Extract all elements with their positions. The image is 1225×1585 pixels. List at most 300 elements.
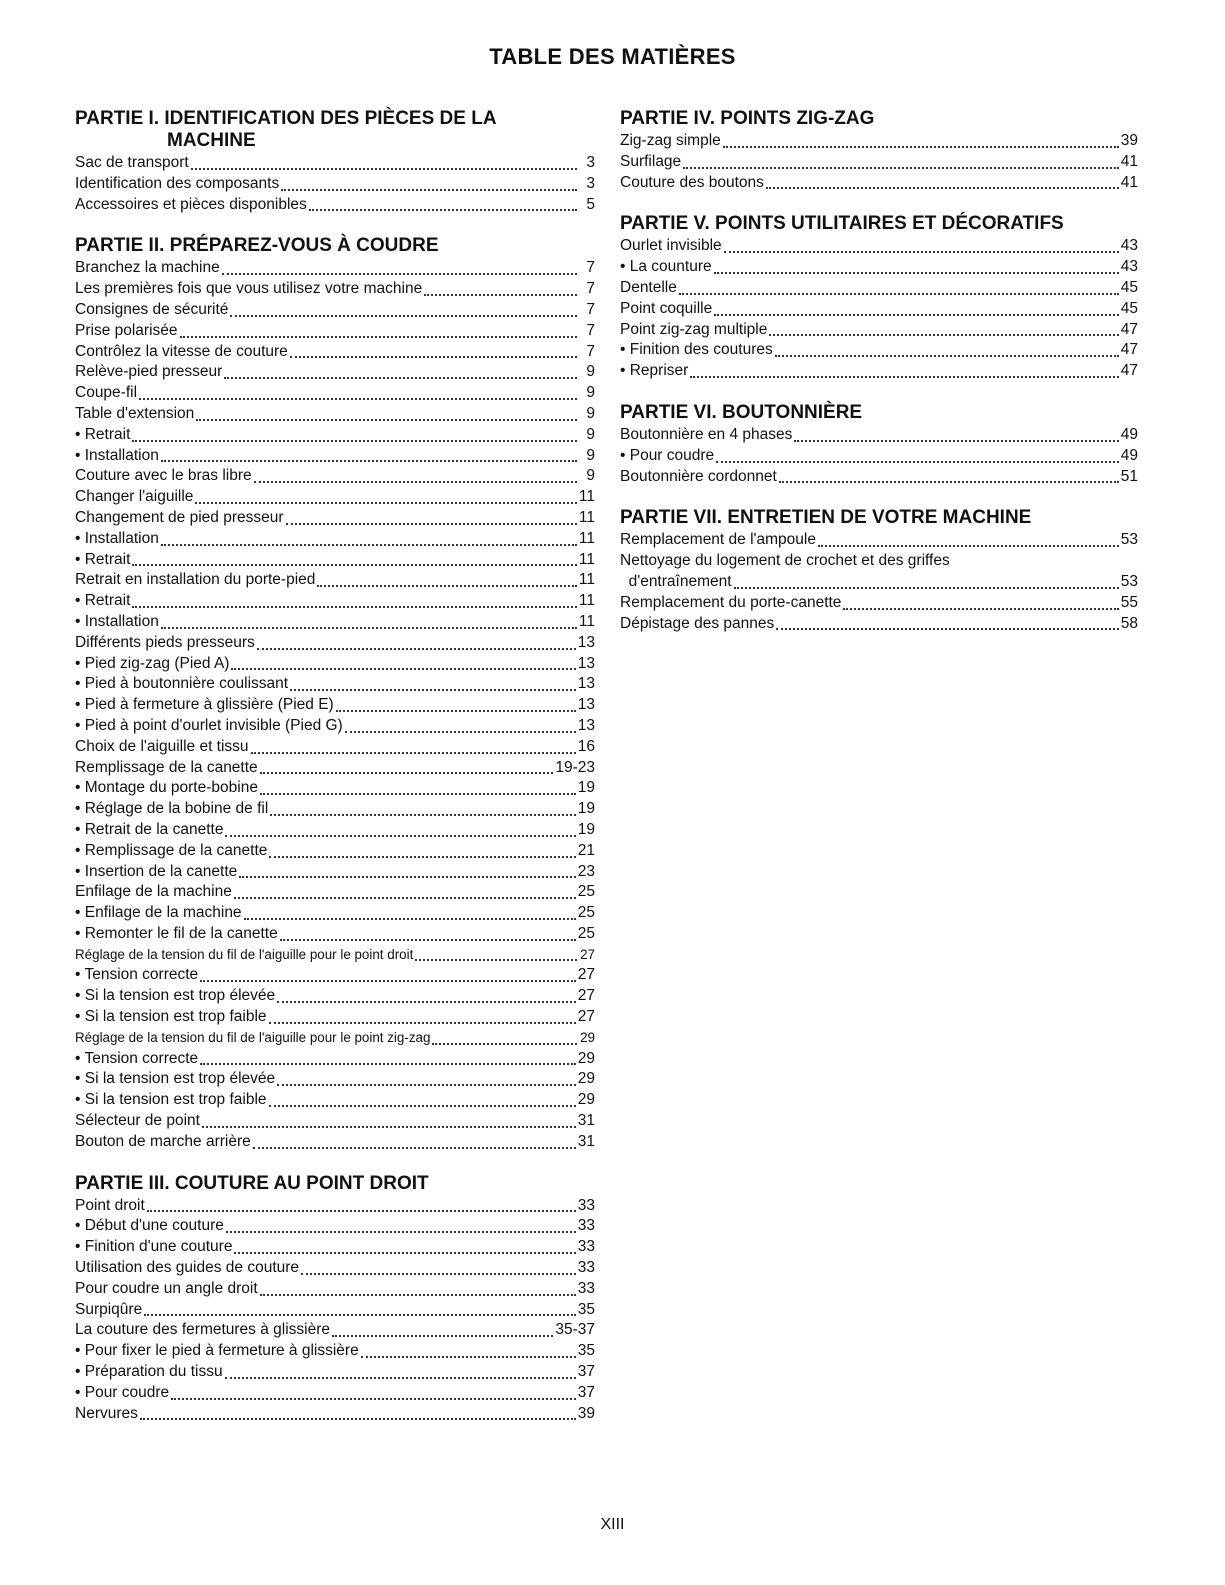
dot-leader <box>843 608 1118 610</box>
dot-leader <box>270 814 575 816</box>
entry-label: • Remonter le fil de la canette <box>75 924 278 942</box>
entry-label: • Installation <box>75 612 159 630</box>
entry-label: • Retrait de la canette <box>75 820 224 838</box>
section-heading <box>75 108 595 152</box>
dot-leader <box>257 648 576 650</box>
toc-section <box>620 402 1138 487</box>
entry-label: Accessoires et pièces disponibles <box>75 195 307 213</box>
entry-label: • Pied à fermeture à glissière (Pied E) <box>75 696 334 714</box>
entry-page-number: 39 <box>577 1404 595 1422</box>
entry-label: • Pour coudre <box>620 446 715 464</box>
dot-leader <box>224 377 577 379</box>
entry-label: Sélecteur de point <box>75 1112 200 1130</box>
toc-entry <box>620 425 1138 446</box>
entry-page-number: 27 <box>577 987 595 1005</box>
entry-page-number: 53 <box>1120 572 1138 590</box>
dot-leader <box>683 167 1119 169</box>
dot-leader <box>202 1126 576 1128</box>
toc-entry <box>75 758 595 779</box>
dot-leader <box>679 293 1119 295</box>
toc-entry <box>620 446 1138 467</box>
entry-page-number: 9 <box>586 404 595 422</box>
entry-page-number: 33 <box>577 1279 595 1297</box>
page-number: XIII <box>600 1516 625 1533</box>
entry-label: Branchez la machine <box>75 259 220 277</box>
entry-page-number: 47 <box>1120 362 1138 380</box>
section-heading <box>620 213 1138 235</box>
dot-leader <box>269 1022 576 1024</box>
entry-page-number: 3 <box>586 174 595 192</box>
dot-leader <box>191 168 577 170</box>
toc-entry <box>620 299 1138 320</box>
toc-entry <box>75 1111 595 1132</box>
entry-label: • Installation <box>75 529 159 547</box>
entry-label: Réglage de la tension du fil de l'aiguille pour le point droit <box>75 946 414 962</box>
toc-entry <box>75 924 595 945</box>
entry-page-number: 11 <box>578 529 595 547</box>
section-heading-text: PARTIE V. POINTS UTILITAIRES ET DÉCORATIFS <box>620 213 1064 235</box>
entry-page-number: 45 <box>1120 278 1138 296</box>
dot-leader <box>734 587 1119 589</box>
entry-label: • Finition d'une couture <box>75 1238 233 1256</box>
toc-entry <box>75 633 595 654</box>
entry-label: Choix de l'aiguille et tissu <box>75 737 249 755</box>
dot-leader <box>253 1147 576 1149</box>
entry-page-number: 7 <box>586 280 595 298</box>
toc-entry <box>75 570 595 591</box>
toc-entry <box>620 340 1138 361</box>
dot-leader <box>234 897 576 899</box>
toc-entry <box>620 320 1138 341</box>
toc-entry <box>75 321 595 342</box>
section-heading <box>620 507 1138 529</box>
toc-entry <box>75 279 595 300</box>
entry-label: Surpiqûre <box>75 1300 143 1318</box>
section-heading <box>75 235 595 257</box>
dot-leader <box>161 544 577 546</box>
toc-entry <box>75 903 595 924</box>
toc-entry <box>75 1279 595 1300</box>
entry-label: Couture des boutons <box>620 173 764 191</box>
entry-label: • Si la tension est trop élevée <box>75 1070 276 1088</box>
entry-page-number: 29 <box>580 1029 595 1045</box>
entry-page-number: 19 <box>577 779 595 797</box>
dot-leader <box>230 315 577 317</box>
dot-leader <box>361 1356 576 1358</box>
dot-leader <box>161 627 577 629</box>
dot-leader <box>724 251 1119 253</box>
entry-page-number: 43 <box>1120 258 1138 276</box>
section-heading-text: PARTIE VI. BOUTONNIÈRE <box>620 401 863 423</box>
entry-page-number: 9 <box>586 425 595 443</box>
entry-page-number: 37 <box>577 1363 595 1381</box>
entry-label: • Installation <box>75 446 159 464</box>
entry-label: • Insertion de la canette <box>75 862 238 880</box>
dot-leader <box>714 314 1119 316</box>
toc-entry <box>75 1237 595 1258</box>
toc-entry <box>620 551 1138 572</box>
dot-leader <box>234 1252 575 1254</box>
toc-entry <box>75 550 595 571</box>
toc-entry <box>75 820 595 841</box>
entry-label: • Pied zig-zag (Pied A) <box>75 654 230 672</box>
toc-entry <box>75 986 595 1007</box>
toc-entry <box>620 572 1138 593</box>
entry-label: • Tension correcte <box>75 1049 199 1067</box>
dot-leader <box>251 752 576 754</box>
toc-entry <box>620 236 1138 257</box>
entry-page-number: 9 <box>586 384 595 402</box>
dot-leader <box>723 146 1119 148</box>
entry-label: Bouton de marche arrière <box>75 1132 251 1150</box>
entry-page-number: 25 <box>577 924 595 942</box>
entry-page-number: 33 <box>577 1238 595 1256</box>
entry-page-number: 39 <box>1120 132 1138 149</box>
entry-label: Zig-zag simple <box>620 132 721 149</box>
section-heading-text: PARTIE III. COUTURE AU POINT DROIT <box>75 1172 429 1194</box>
entry-page-number: 9 <box>586 363 595 381</box>
dot-leader <box>225 835 575 837</box>
entry-label: Consignes de sécurité <box>75 300 229 318</box>
entry-page-number: 53 <box>1120 531 1138 549</box>
section-heading <box>75 1173 595 1195</box>
toc-entry <box>75 778 595 799</box>
toc-entry <box>75 1216 595 1237</box>
entry-label: • Enfilage de la machine <box>75 904 242 922</box>
dot-leader <box>244 918 576 920</box>
toc-entry <box>75 654 595 675</box>
entry-label: • Si la tension est trop faible <box>75 1008 267 1026</box>
dot-leader <box>269 856 575 858</box>
section-heading <box>620 108 1138 130</box>
dot-leader <box>769 334 1118 336</box>
entry-page-number: 35 <box>577 1300 595 1318</box>
dot-leader <box>132 564 577 566</box>
entry-label: • Remplissage de la canette <box>75 841 268 859</box>
toc-entry <box>620 614 1138 635</box>
entry-label: Boutonnière en 4 phases <box>620 425 793 443</box>
entry-page-number: 41 <box>1120 173 1138 191</box>
toc-section <box>620 108 1138 193</box>
toc-entry <box>75 487 595 508</box>
dot-leader <box>200 980 576 982</box>
entry-label: Enfilage de la machine <box>75 883 232 901</box>
toc-entry <box>75 862 595 883</box>
toc-entry <box>75 300 595 321</box>
toc-entry <box>620 593 1138 614</box>
toc-entry <box>620 361 1138 382</box>
entry-label: Ourlet invisible <box>620 237 722 255</box>
entry-label: Surfilage <box>620 152 682 170</box>
entry-label: Sac de transport <box>75 154 189 171</box>
toc-section <box>75 235 595 1152</box>
toc-entry <box>75 965 595 986</box>
toc-entry <box>75 466 595 487</box>
entry-page-number: 5 <box>586 195 595 213</box>
toc-entry <box>75 153 595 174</box>
entry-label: • Pour fixer le pied à fermeture à glissière <box>75 1342 359 1360</box>
entry-page-number: 33 <box>577 1259 595 1277</box>
entry-label: • Si la tension est trop élevée <box>75 987 276 1005</box>
entry-label: Nervures <box>75 1404 138 1422</box>
section-heading-continuation: MACHINE <box>167 130 256 151</box>
dot-leader <box>301 1273 576 1275</box>
dot-leader <box>309 209 577 211</box>
dot-leader <box>222 273 577 275</box>
entry-label: Utilisation des guides de couture <box>75 1259 300 1277</box>
entry-label: Dentelle <box>620 278 677 296</box>
toc-entry <box>75 1069 595 1090</box>
toc-entry <box>620 131 1138 152</box>
entry-page-number: 21 <box>577 841 595 859</box>
entry-label: Nettoyage du logement de crochet et des griffes <box>620 552 950 570</box>
entry-page-number: 27 <box>577 1008 595 1026</box>
entry-page-number: 13 <box>577 633 595 651</box>
dot-leader <box>716 461 1119 463</box>
entry-page-number: 19 <box>577 820 595 838</box>
toc-entry <box>75 591 595 612</box>
entry-page-number: 58 <box>1120 614 1138 632</box>
entry-page-number: 9 <box>586 467 595 485</box>
entry-label: Prise polarisée <box>75 321 178 339</box>
dot-leader <box>269 1105 576 1107</box>
entry-page-number: 11 <box>578 592 595 610</box>
entry-label: Point zig-zag multiple <box>620 320 768 338</box>
toc-entry <box>75 945 595 966</box>
entry-label: • Pied à point d'ourlet invisible (Pied G) <box>75 716 343 734</box>
toc-entry <box>75 446 595 467</box>
dot-leader <box>714 272 1119 274</box>
toc-entry <box>620 278 1138 299</box>
entry-label: • Montage du porte-bobine <box>75 779 258 797</box>
entry-label: Contrôlez la vitesse de couture <box>75 342 288 360</box>
toc-entry <box>75 1300 595 1321</box>
entry-page-number: 31 <box>577 1112 595 1130</box>
toc-entry <box>620 530 1138 551</box>
entry-page-number: 11 <box>578 508 595 526</box>
dot-leader <box>332 1335 553 1337</box>
entry-label: • Retrait <box>75 550 131 568</box>
toc-section <box>620 213 1138 382</box>
entry-page-number: 35 <box>577 1342 595 1360</box>
entry-page-number: 3 <box>586 154 595 171</box>
dot-leader <box>196 419 577 421</box>
toc-entry <box>620 257 1138 278</box>
dot-leader <box>132 440 577 442</box>
toc-column-left <box>75 108 595 1444</box>
page-title: TABLE DES MATIÈRES <box>489 44 736 69</box>
toc-entry <box>75 737 595 758</box>
entry-page-number: 19-23 <box>555 758 595 776</box>
dot-leader <box>290 689 576 691</box>
toc-entry <box>75 383 595 404</box>
toc-entry <box>620 467 1138 488</box>
toc-section <box>620 507 1138 634</box>
entry-label: Changement de pied presseur <box>75 508 284 526</box>
toc-entry <box>75 1362 595 1383</box>
dot-leader <box>424 294 577 296</box>
entry-page-number: 35-37 <box>555 1321 595 1339</box>
dot-leader <box>415 959 577 961</box>
dot-leader <box>260 1294 576 1296</box>
dot-leader <box>200 1063 576 1065</box>
toc-entry <box>75 258 595 279</box>
entry-page-number: 11 <box>578 571 595 589</box>
section-heading <box>620 402 1138 424</box>
dot-leader <box>226 1231 576 1233</box>
dot-leader <box>794 440 1118 442</box>
toc-entry <box>75 362 595 383</box>
entry-label: Table d'extension <box>75 404 195 422</box>
toc-entry <box>75 1090 595 1111</box>
entry-page-number: 11 <box>578 488 595 506</box>
toc-entry <box>75 1132 595 1153</box>
entry-label: • Pied à boutonnière coulissant <box>75 675 289 693</box>
dot-leader <box>254 481 577 483</box>
toc-section <box>75 1173 595 1425</box>
section-heading-text: PARTIE VII. ENTRETIEN DE VOTRE MACHINE <box>620 507 1032 529</box>
dot-leader <box>281 189 577 191</box>
toc-entry <box>75 841 595 862</box>
entry-label: Couture avec le bras libre <box>75 467 252 485</box>
dot-leader <box>144 1314 576 1316</box>
entry-label: Retrait en installation du porte-pied <box>75 571 316 589</box>
entry-page-number: 49 <box>1120 446 1138 464</box>
entry-label: • Retrait <box>75 425 131 443</box>
dot-leader <box>776 628 1118 630</box>
entry-label: Différents pieds presseurs <box>75 633 255 651</box>
entry-page-number: 13 <box>577 654 595 672</box>
toc-entry <box>75 799 595 820</box>
toc-entry <box>620 173 1138 194</box>
entry-page-number: 51 <box>1120 467 1138 485</box>
toc-section <box>75 108 595 215</box>
toc-entry <box>75 612 595 633</box>
dot-leader <box>239 876 575 878</box>
entry-label: • Début d'une couture <box>75 1217 224 1235</box>
toc-entry <box>75 174 595 195</box>
section-heading-text: PARTIE I. IDENTIFICATION DES PIÈCES DE LA <box>75 108 497 129</box>
entry-label: Relève-pied presseur <box>75 363 223 381</box>
dot-leader <box>139 398 577 400</box>
entry-page-number: 7 <box>586 321 595 339</box>
dot-leader <box>171 1398 576 1400</box>
dot-leader <box>161 460 577 462</box>
dot-leader <box>147 1210 576 1212</box>
entry-page-number: 47 <box>1120 341 1138 359</box>
toc-entry <box>75 716 595 737</box>
entry-label: Pour coudre un angle droit <box>75 1279 258 1297</box>
entry-label: Remplacement du porte-canette <box>620 593 842 611</box>
entry-label: • Préparation du tissu <box>75 1363 223 1381</box>
entry-page-number: 37 <box>577 1383 595 1401</box>
toc-entry <box>75 1404 595 1425</box>
entry-page-number: 45 <box>1120 299 1138 317</box>
entry-page-number: 25 <box>577 883 595 901</box>
entry-page-number: 29 <box>577 1091 595 1109</box>
toc-entry <box>75 1320 595 1341</box>
dot-leader <box>779 481 1119 483</box>
entry-label: Réglage de la tension du fil de l'aiguille pour le point zig-zag <box>75 1029 431 1045</box>
entry-page-number: 49 <box>1120 425 1138 443</box>
dot-leader <box>690 376 1118 378</box>
entry-label: • Pour coudre <box>75 1383 170 1401</box>
entry-page-number: 13 <box>577 716 595 734</box>
entry-label: d'entraînement <box>620 572 732 590</box>
entry-page-number: 27 <box>577 966 595 984</box>
entry-label: Point coquille <box>620 299 713 317</box>
toc-entry <box>75 1007 595 1028</box>
dot-leader <box>225 1377 576 1379</box>
dot-leader <box>277 1084 576 1086</box>
dot-leader <box>818 545 1119 547</box>
dot-leader <box>345 731 576 733</box>
dot-leader <box>260 793 576 795</box>
toc-entry <box>75 1196 595 1217</box>
dot-leader <box>180 336 577 338</box>
entry-label: Coupe-fil <box>75 384 138 402</box>
dot-leader <box>286 523 577 525</box>
entry-page-number: 33 <box>577 1196 595 1214</box>
entry-page-number: 7 <box>586 259 595 277</box>
entry-label: • Finition des coutures <box>620 341 773 359</box>
entry-label: • Repriser <box>620 362 689 380</box>
toc-entry <box>75 674 595 695</box>
toc-entry <box>75 508 595 529</box>
entry-page-number: 9 <box>586 446 595 464</box>
dot-leader <box>195 502 576 504</box>
toc-entry <box>75 425 595 446</box>
entry-page-number: 23 <box>577 862 595 880</box>
entry-label: Changer l'aiguille <box>75 488 194 506</box>
dot-leader <box>280 939 576 941</box>
dot-leader <box>432 1043 577 1045</box>
toc-column-right <box>620 108 1138 654</box>
entry-page-number: 55 <box>1120 593 1138 611</box>
entry-page-number: 16 <box>577 737 595 755</box>
entry-page-number: 27 <box>580 946 595 962</box>
entry-page-number: 7 <box>586 300 595 318</box>
toc-entry <box>75 1258 595 1279</box>
entry-page-number: 43 <box>1120 237 1138 255</box>
entry-label: Identification des composants <box>75 174 280 192</box>
entry-page-number: 33 <box>577 1217 595 1235</box>
entry-label: • Retrait <box>75 592 131 610</box>
entry-page-number: 13 <box>577 696 595 714</box>
entry-page-number: 41 <box>1120 152 1138 170</box>
entry-page-number: 25 <box>577 904 595 922</box>
dot-leader <box>132 606 577 608</box>
toc-entry <box>75 529 595 550</box>
toc-entry <box>75 1341 595 1362</box>
toc-entry <box>620 152 1138 173</box>
dot-leader <box>766 187 1119 189</box>
toc-entry <box>75 1028 595 1049</box>
dot-leader <box>290 356 577 358</box>
entry-label: Point droit <box>75 1196 145 1214</box>
section-heading-text: PARTIE II. PRÉPAREZ-VOUS À COUDRE <box>75 235 439 257</box>
entry-label: • La counture <box>620 258 712 276</box>
entry-page-number: 47 <box>1120 320 1138 338</box>
entry-label: • Tension correcte <box>75 966 199 984</box>
toc-entry <box>75 342 595 363</box>
section-heading-text: PARTIE IV. POINTS ZIG-ZAG <box>620 108 875 129</box>
toc-entry <box>75 882 595 903</box>
entry-label: Dépistage des pannes <box>620 614 775 632</box>
entry-label: Boutonnière cordonnet <box>620 467 777 485</box>
dot-leader <box>775 355 1119 357</box>
dot-leader <box>336 710 576 712</box>
